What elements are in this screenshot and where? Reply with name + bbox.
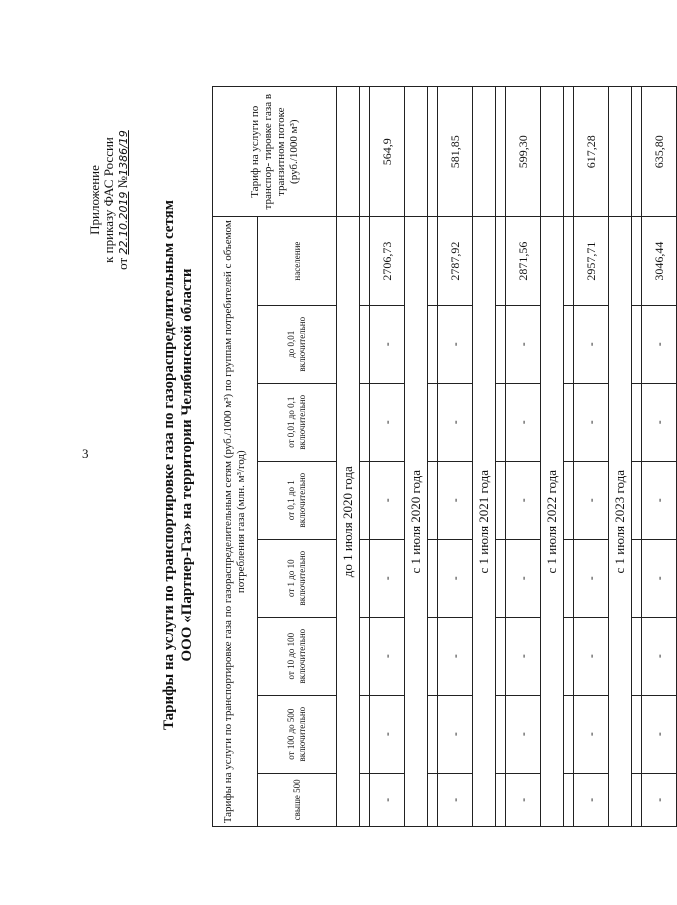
value-cell: - bbox=[370, 305, 405, 383]
value-cell: - bbox=[574, 773, 609, 826]
title-line1: Тарифы на услуги по транспортировке газа по газораспределительным сетям bbox=[161, 200, 177, 730]
value-cell: - bbox=[574, 461, 609, 539]
appendix-block bbox=[88, 125, 131, 275]
value-cell: - bbox=[438, 617, 473, 695]
appendix-date: 22.10.2019 bbox=[117, 191, 130, 255]
page-number: 3 bbox=[82, 446, 89, 461]
value-cell: - bbox=[642, 461, 677, 539]
value-cell: - bbox=[370, 617, 405, 695]
population-value: 2706,73 bbox=[370, 217, 405, 305]
value-cell: - bbox=[370, 695, 405, 773]
value-cell: - bbox=[642, 305, 677, 383]
period-blank-cell bbox=[473, 87, 496, 217]
column-header: от 10 до 100 включительно bbox=[258, 617, 337, 695]
period-blank-cell bbox=[337, 87, 360, 217]
value-cell: - bbox=[438, 773, 473, 826]
value-cell: - bbox=[642, 539, 677, 617]
column-header: до 0,01 включительно bbox=[258, 305, 337, 383]
population-value: 2787,92 bbox=[438, 217, 473, 305]
period-blank-cell bbox=[405, 87, 428, 217]
value-cell: - bbox=[370, 773, 405, 826]
column-header: от 100 до 500 включительно bbox=[258, 695, 337, 773]
value-cell: - bbox=[642, 617, 677, 695]
appendix-no-label: № bbox=[115, 175, 130, 189]
value-cell: - bbox=[642, 383, 677, 461]
population-value: 2957,71 bbox=[574, 217, 609, 305]
transit-value: 635,80 bbox=[642, 87, 677, 217]
appendix-line3 bbox=[116, 125, 131, 275]
period-label: с 1 июля 2023 года bbox=[609, 217, 632, 827]
value-cell: - bbox=[642, 773, 677, 826]
period-label: с 1 июля 2021 года bbox=[473, 217, 496, 827]
appendix-from: от bbox=[115, 257, 130, 270]
column-header: от 1 до 10 включительно bbox=[258, 539, 337, 617]
value-cell: - bbox=[438, 305, 473, 383]
value-cell: - bbox=[574, 383, 609, 461]
value-cell: - bbox=[574, 305, 609, 383]
population-value: 2871,56 bbox=[506, 217, 541, 305]
value-cell: - bbox=[370, 461, 405, 539]
column-header: свыше 500 bbox=[258, 773, 337, 826]
period-label: до 1 июля 2020 года bbox=[337, 217, 360, 827]
period-blank-cell bbox=[541, 87, 564, 217]
value-cell: - bbox=[506, 539, 541, 617]
value-cell: - bbox=[506, 617, 541, 695]
value-cell: - bbox=[574, 617, 609, 695]
document-title bbox=[160, 105, 196, 825]
column-header: от 0,1 до 1 включительно bbox=[258, 461, 337, 539]
appendix-number: 1386/19 bbox=[117, 130, 130, 176]
period-label: с 1 июля 2022 года bbox=[541, 217, 564, 827]
header-transit: Тариф на услуги по транспор- тировке газа в транзитном потоке (руб./1000 м³) bbox=[213, 87, 337, 217]
value-cell: - bbox=[506, 695, 541, 773]
value-cell: - bbox=[438, 383, 473, 461]
value-cell: - bbox=[438, 695, 473, 773]
value-cell: - bbox=[574, 695, 609, 773]
period-blank-cell bbox=[609, 87, 632, 217]
period-label: с 1 июля 2020 года bbox=[405, 217, 428, 827]
transit-value: 599,30 bbox=[506, 87, 541, 217]
transit-value: 581,85 bbox=[438, 87, 473, 217]
appendix-line2: к приказу ФАС России bbox=[101, 137, 116, 263]
value-cell: - bbox=[506, 305, 541, 383]
tariff-table bbox=[212, 86, 677, 827]
column-header: население bbox=[258, 217, 337, 305]
value-cell: - bbox=[438, 461, 473, 539]
appendix-line1: Приложение bbox=[87, 165, 102, 235]
title-line2: ООО «Партнер-Газ» на территории Челябинской области bbox=[179, 268, 195, 662]
population-value: 3046,44 bbox=[642, 217, 677, 305]
value-cell: - bbox=[642, 695, 677, 773]
column-header: от 0,01 до 0,1 включительно bbox=[258, 383, 337, 461]
header-main: Тарифы на услуги по транспортировке газа по газораспределительным сетям (руб./1000 м³) по группам потребителей с объемом потребления газа (млн. м³/год) bbox=[213, 217, 258, 827]
value-cell: - bbox=[574, 539, 609, 617]
value-cell: - bbox=[438, 539, 473, 617]
value-cell: - bbox=[506, 383, 541, 461]
value-cell: - bbox=[370, 539, 405, 617]
transit-value: 564,9 bbox=[370, 87, 405, 217]
value-cell: - bbox=[370, 383, 405, 461]
transit-value: 617,28 bbox=[574, 87, 609, 217]
value-cell: - bbox=[506, 773, 541, 826]
value-cell: - bbox=[506, 461, 541, 539]
